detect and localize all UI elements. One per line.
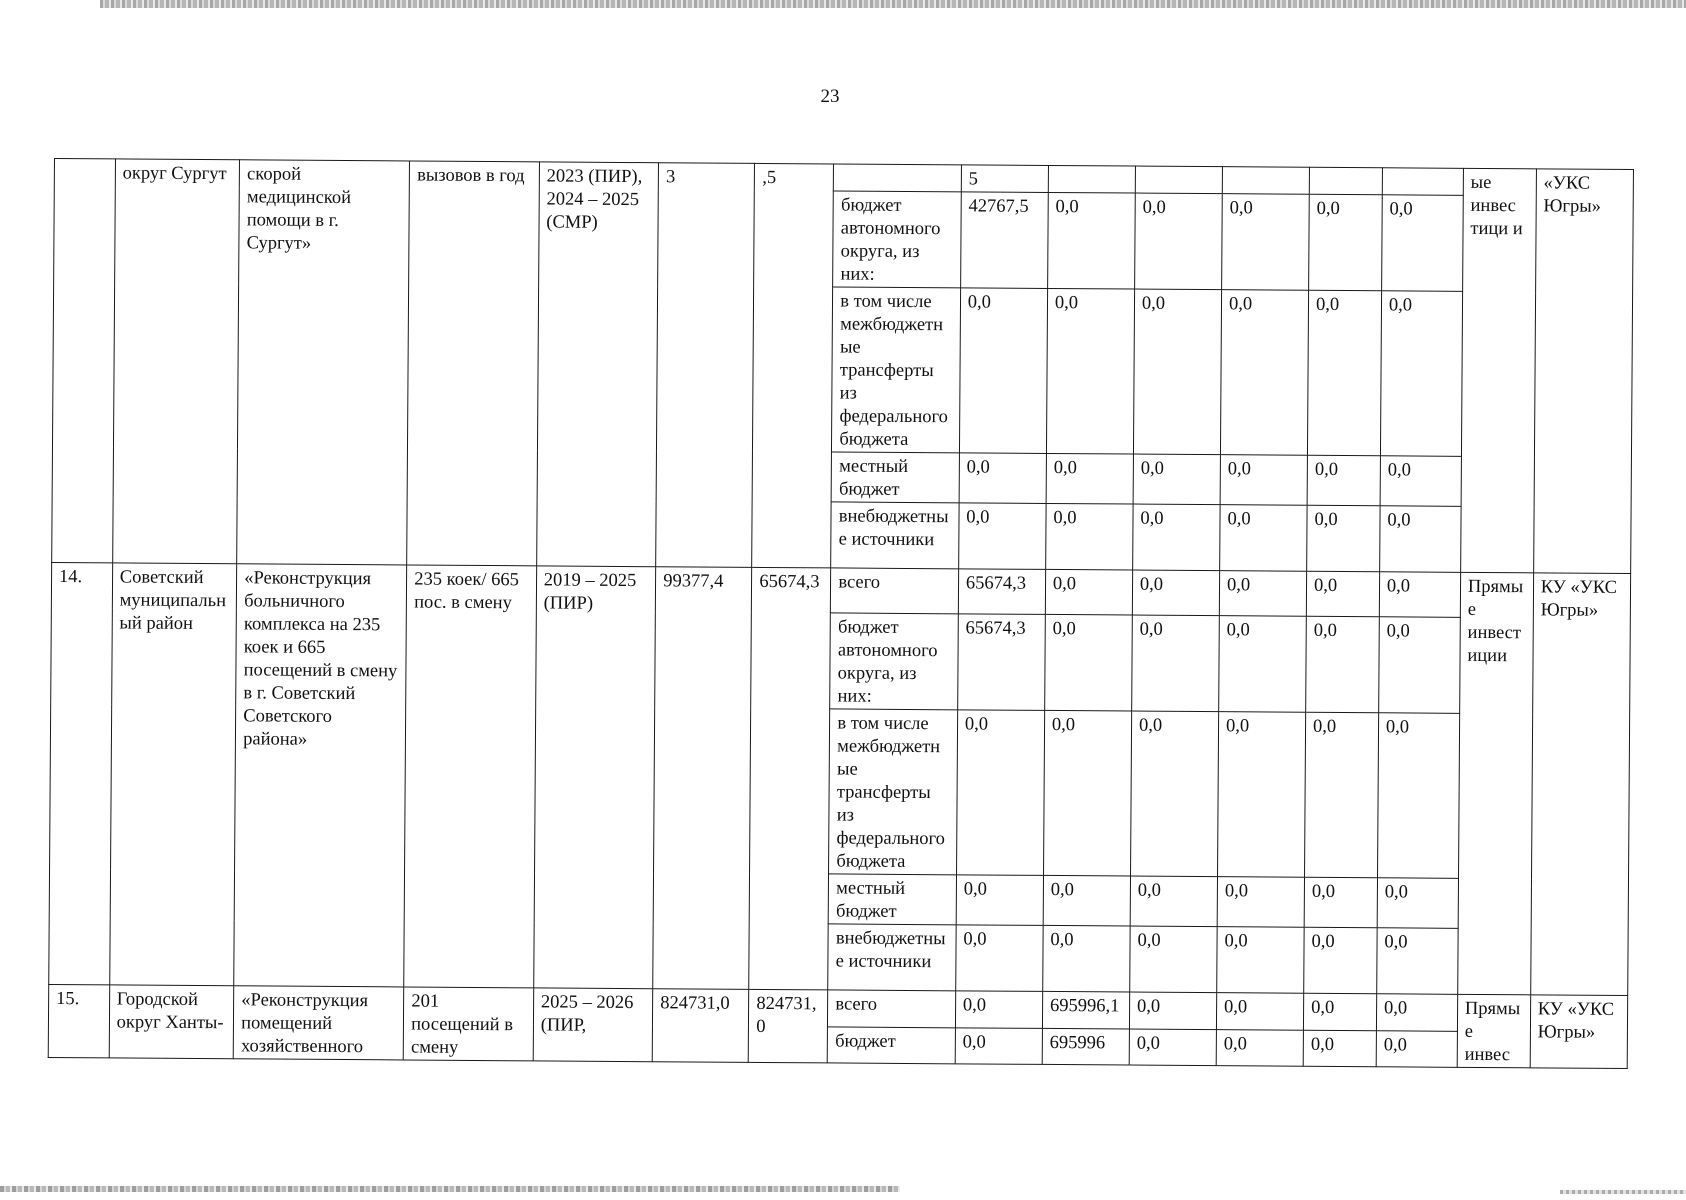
funding-value: 0,0 [1216, 993, 1303, 1030]
funding-source-label: местный бюджет [831, 452, 959, 503]
investment-form: Прямые инвес [1457, 994, 1530, 1068]
funding-value: 0,0 [1309, 194, 1383, 291]
funding-value: 0,0 [1043, 925, 1131, 992]
funding-value: 0,0 [1132, 570, 1219, 616]
funding-value: 0,0 [1132, 615, 1220, 712]
funding-value: 0,0 [1220, 505, 1308, 572]
funding-source-label: бюджет [827, 1026, 955, 1063]
page-number: 23 [820, 86, 840, 107]
project-number: 14. [49, 562, 113, 984]
funding-value: 0,0 [1376, 994, 1457, 1031]
funding-value [1048, 165, 1135, 193]
funding-value [1222, 167, 1309, 195]
project-period: 2019 – 2025 (ПИР) [533, 566, 655, 989]
investment-form: ые инвес тици и [1461, 168, 1537, 572]
project-territory: Городской округ Ханты- [109, 985, 234, 1059]
funding-source-label: бюджет автономного округа, из них: [833, 191, 961, 288]
funding-source-label: всего [828, 990, 956, 1027]
funding-value: 0,0 [1133, 289, 1221, 455]
project-capacity: вызовов в год [407, 161, 539, 566]
funding-value: 0,0 [958, 503, 1046, 570]
project-name: «Реконструкция больничного комплекса на 235 коек и 665 посещений в смену в г. Советский Советского района» [234, 564, 407, 987]
funding-value: 0,0 [959, 453, 1046, 504]
funding-value: 0,0 [1045, 569, 1132, 615]
project-remaining-cost: 824731,0 [749, 989, 828, 1063]
funding-value: 0,0 [955, 991, 1042, 1028]
funding-source-label: всего [831, 568, 959, 614]
investment-form: Прямые инвестиции [1458, 572, 1534, 994]
funding-value: 0,0 [1307, 455, 1380, 506]
table-row [51, 562, 1630, 618]
funding-value: 0,0 [1217, 877, 1304, 928]
project-number: 15. [48, 984, 109, 1057]
funding-value: 0,0 [1129, 992, 1216, 1029]
funding-value: 0,0 [1377, 878, 1458, 929]
funding-value: 0,0 [1303, 1030, 1376, 1067]
project-capacity: 235 коек/ 665 пос. в смену [404, 565, 536, 988]
funding-value: 0,0 [1217, 712, 1305, 878]
funding-value: 0,0 [1133, 454, 1220, 505]
funding-value: 42767,5 [960, 192, 1048, 289]
funding-value [1382, 168, 1463, 196]
funding-value: 0,0 [1046, 288, 1134, 454]
funding-value: 0,0 [1304, 877, 1377, 928]
funding-value: 0,0 [1306, 616, 1380, 713]
funding-value: 0,0 [1219, 571, 1306, 617]
funding-value [1309, 167, 1382, 195]
funding-value: 0,0 [1380, 291, 1462, 457]
scan-edge-top [100, 0, 1686, 8]
funding-value: 0,0 [1045, 614, 1133, 711]
project-territory: Советский муниципальный район [109, 563, 236, 986]
funding-value: 0,0 [1380, 506, 1461, 573]
project-total-cost: 824731,0 [652, 989, 749, 1063]
funding-value: 0,0 [1377, 713, 1459, 879]
funding-value: 0,0 [956, 710, 1044, 876]
funding-value: 695996 [1042, 1028, 1129, 1065]
program-table-sheet [48, 158, 1634, 1069]
funding-value: 0,0 [1133, 504, 1221, 571]
funding-value: 0,0 [1304, 927, 1377, 994]
funding-value: 0,0 [1307, 505, 1380, 572]
project-customer: КУ «УКС Югры» [1530, 573, 1630, 996]
funding-value: 0,0 [1046, 453, 1133, 504]
project-total-cost: 3 [656, 163, 755, 568]
funding-value: 0,0 [1305, 712, 1379, 878]
funding-value: 0,0 [1129, 1029, 1216, 1066]
funding-source-label [834, 164, 962, 192]
funding-value: 0,0 [1130, 926, 1218, 993]
scan-edge-bottom-right [1560, 1190, 1686, 1194]
funding-value: 0,0 [1380, 456, 1461, 507]
funding-source-label: внебюджетные источники [831, 502, 959, 569]
project-name: скорой медицинской помощи в г. Сургут» [237, 160, 410, 565]
funding-value: 0,0 [1130, 876, 1217, 927]
scan-edge-bottom [0, 1186, 900, 1192]
funding-value: 0,0 [1220, 290, 1308, 456]
funding-value: 0,0 [1043, 875, 1130, 926]
funding-value: 0,0 [1379, 572, 1460, 618]
funding-value: 0,0 [1303, 993, 1376, 1030]
funding-value: 0,0 [1220, 455, 1307, 506]
funding-value: 0,0 [1047, 192, 1135, 289]
funding-value: 65674,3 [958, 569, 1045, 615]
funding-value: 0,0 [1377, 928, 1458, 995]
project-total-cost: 99377,4 [653, 567, 752, 990]
funding-value: 0,0 [1306, 571, 1379, 617]
project-period: 2025 – 2026 (ПИР, [533, 988, 653, 1062]
funding-source-label: местный бюджет [828, 874, 956, 925]
funding-value: 0,0 [1219, 616, 1307, 713]
funding-source-label: внебюджетные источники [828, 924, 956, 991]
funding-value: 0,0 [1376, 1030, 1457, 1067]
funding-value: 0,0 [955, 1027, 1042, 1064]
project-remaining-cost: 65674,3 [749, 567, 831, 990]
project-customer: КУ «УКС Югры» [1530, 995, 1628, 1069]
funding-value: 0,0 [959, 288, 1047, 454]
funding-value: 0,0 [956, 925, 1044, 992]
funding-value: 0,0 [1217, 927, 1305, 994]
funding-value: 0,0 [1222, 194, 1310, 291]
project-territory: округ Сургут [112, 159, 239, 564]
funding-value: 0,0 [1216, 1029, 1303, 1066]
funding-value: 0,0 [1043, 710, 1131, 876]
funding-value: 0,0 [956, 875, 1043, 926]
project-number [52, 159, 116, 563]
funding-value: 0,0 [1135, 193, 1223, 290]
funding-value: 65674,3 [957, 614, 1045, 711]
funding-value: 0,0 [1046, 503, 1134, 570]
funding-value: 0,0 [1307, 290, 1381, 456]
funding-source-label: в том числе межбюджетные трансферты из федерального бюджета [829, 709, 958, 875]
investment-table [48, 158, 1634, 1069]
funding-source-label: в том числе межбюджетные трансферты из федерального бюджета [832, 287, 961, 453]
funding-value: 0,0 [1130, 711, 1218, 877]
funding-value: 0,0 [1379, 617, 1461, 714]
funding-value [1135, 166, 1222, 194]
funding-value: 5 [961, 165, 1048, 193]
project-capacity: 201 посещений в смену [403, 987, 533, 1061]
project-period: 2023 (ПИР), 2024 – 2025 (СМР) [536, 162, 658, 567]
funding-value: 695996,1 [1042, 991, 1129, 1028]
project-customer: «УКС Югры» [1533, 169, 1633, 574]
funding-source-label: бюджет автономного округа, из них: [830, 613, 958, 710]
project-remaining-cost: ,5 [752, 163, 834, 568]
project-name: «Реконструкция помещений хозяйственного [233, 986, 404, 1060]
funding-value: 0,0 [1381, 195, 1463, 292]
